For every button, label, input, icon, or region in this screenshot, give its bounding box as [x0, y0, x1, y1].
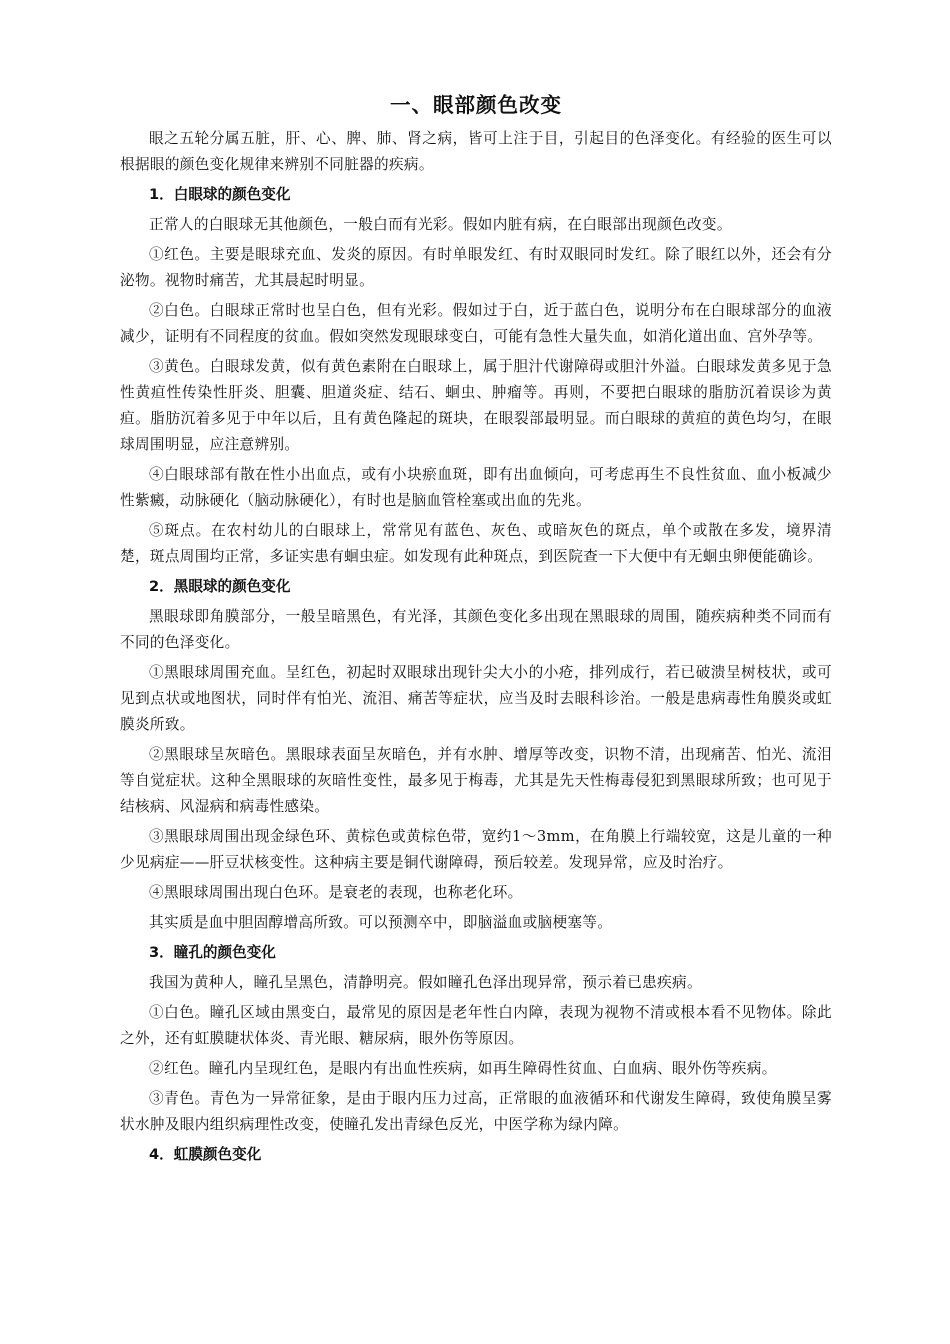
section-paragraph: ①白色。瞳孔区域由黑变白，最常见的原因是老年性白内障，表现为视物不清或根本看不见物体。除此之外，还有虹膜睫状体炎、青光眼、糖尿病，眼外伤等原因。 [120, 1004, 832, 1047]
section-heading: 1．白眼球的颜色变化 [149, 186, 291, 203]
section-paragraph: ③青色。青色为一异常征象，是由于眼内压力过高，正常眼的血液循环和代谢发生障碍，致使角膜呈雾状水肿及眼内组织病理性改变，使瞳孔发出青绿色反光，中医学称为绿内障。 [120, 1090, 832, 1133]
page-title: 一、眼部颜色改变 [390, 93, 562, 117]
section-paragraph: ①红色。主要是眼球充血、发炎的原因。有时单眼发红、有时双眼同时发红。除了眼红以外，还会有分泌物。视物时痛苦，尤其晨起时明显。 [120, 246, 832, 289]
section-paragraph: ①黑眼球周围充血。呈红色，初起时双眼球出现针尖大小的小疮，排列成行，若已破溃呈树枝状，或可见到点状或地图状，同时伴有怕光、流泪、痛苦等症状，应当及时去眼科诊治。一般是患病毒性角膜炎或虹膜炎所致。 [120, 664, 832, 733]
section-paragraph: ④白眼球部有散在性小出血点，或有小块瘀血斑，即有出血倾向，可考虑再生不良性贫血、血小板减少性紫癜，动脉硬化（脑动脉硬化），有时也是脑血管栓塞或出血的先兆。 [120, 466, 832, 509]
section-paragraph: ②红色。瞳孔内呈现红色，是眼内有出血性疾病，如再生障碍性贫血、白血病、眼外伤等疾病。 [149, 1060, 777, 1077]
section-paragraph: 其实质是血中胆固醇增高所致。可以预测卒中，即脑溢血或脑梗塞等。 [149, 914, 613, 931]
sections-container [120, 182, 832, 1168]
section-paragraph: ②白色。白眼球正常时也呈白色，但有光彩。假如过于白，近于蓝白色，说明分布在白眼球部分的血液减少，证明有不同程度的贫血。假如突然发现眼球变白，可能有急性大量失血，如消化道出血、宫外孕等。 [120, 302, 832, 345]
section-paragraph: 黑眼球即角膜部分，一般呈暗黑色，有光泽，其颜色变化多出现在黑眼球的周围，随疾病种类不同而有不同的色泽变化。 [120, 608, 832, 651]
section-paragraph: ③黄色。白眼球发黄，似有黄色素附在白眼球上，属于胆汁代谢障碍或胆汁外溢。白眼球发黄多见于急性黄疸性传染性肝炎、胆囊、胆道炎症、结石、蛔虫、肿瘤等。再则，不要把白眼球的脂肪沉着误诊为黄疸。脂肪沉着多见于中年以后，且有黄色隆起的斑块，在眼裂部最明显。而白眼球的黄疸的黄色均匀，在眼球周围明显，应注意辨别。 [120, 358, 832, 453]
intro-paragraph: 眼之五轮分属五脏，肝、心、脾、肺、肾之病，皆可上注于目，引起目的色泽变化。有经验的医生可以根据眼的颜色变化规律来辨别不同脏器的疾病。 [120, 130, 832, 173]
section-paragraph: ③黑眼球周围出现金绿色环、黄棕色或黄棕色带，宽约1～3mm，在角膜上行端较宽，这是儿童的一种少见病症——肝豆状核变性。这种病主要是铜代谢障碍，预后较差。发现异常，应及时治疗。 [120, 828, 832, 871]
document-body [120, 92, 832, 1172]
section-paragraph: 正常人的白眼球无其他颜色，一般白而有光彩。假如内脏有病，在白眼部出现颜色改变。 [149, 216, 732, 233]
section-paragraph: 我国为黄种人，瞳孔呈黑色，清静明亮。假如瞳孔色泽出现异常，预示着已患疾病。 [149, 974, 702, 991]
section-heading: 3．瞳孔的颜色变化 [149, 944, 276, 961]
section-paragraph: ②黑眼球呈灰暗色。黑眼球表面呈灰暗色，并有水肿、增厚等改变，识物不清，出现痛苦、怕光、流泪等自觉症状。这种全黑眼球的灰暗性变性，最多见于梅毒，尤其是先天性梅毒侵犯到黑眼球所致；也可见于结核病、风湿病和病毒性感染。 [120, 746, 832, 815]
section-paragraph: ④黑眼球周围出现白色环。是衰老的表现，也称老化环。 [149, 884, 523, 901]
section-heading: 4．虹膜颜色变化 [149, 1146, 262, 1163]
section-paragraph: ⑤斑点。在农村幼儿的白眼球上，常常见有蓝色、灰色、或暗灰色的斑点，单个或散在多发，境界清楚，斑点周围均正常，多证实患有蛔虫症。如发现有此种斑点，到医院查一下大便中有无蛔虫卵便能确诊。 [120, 522, 832, 565]
section-heading: 2．黑眼球的颜色变化 [149, 578, 291, 595]
